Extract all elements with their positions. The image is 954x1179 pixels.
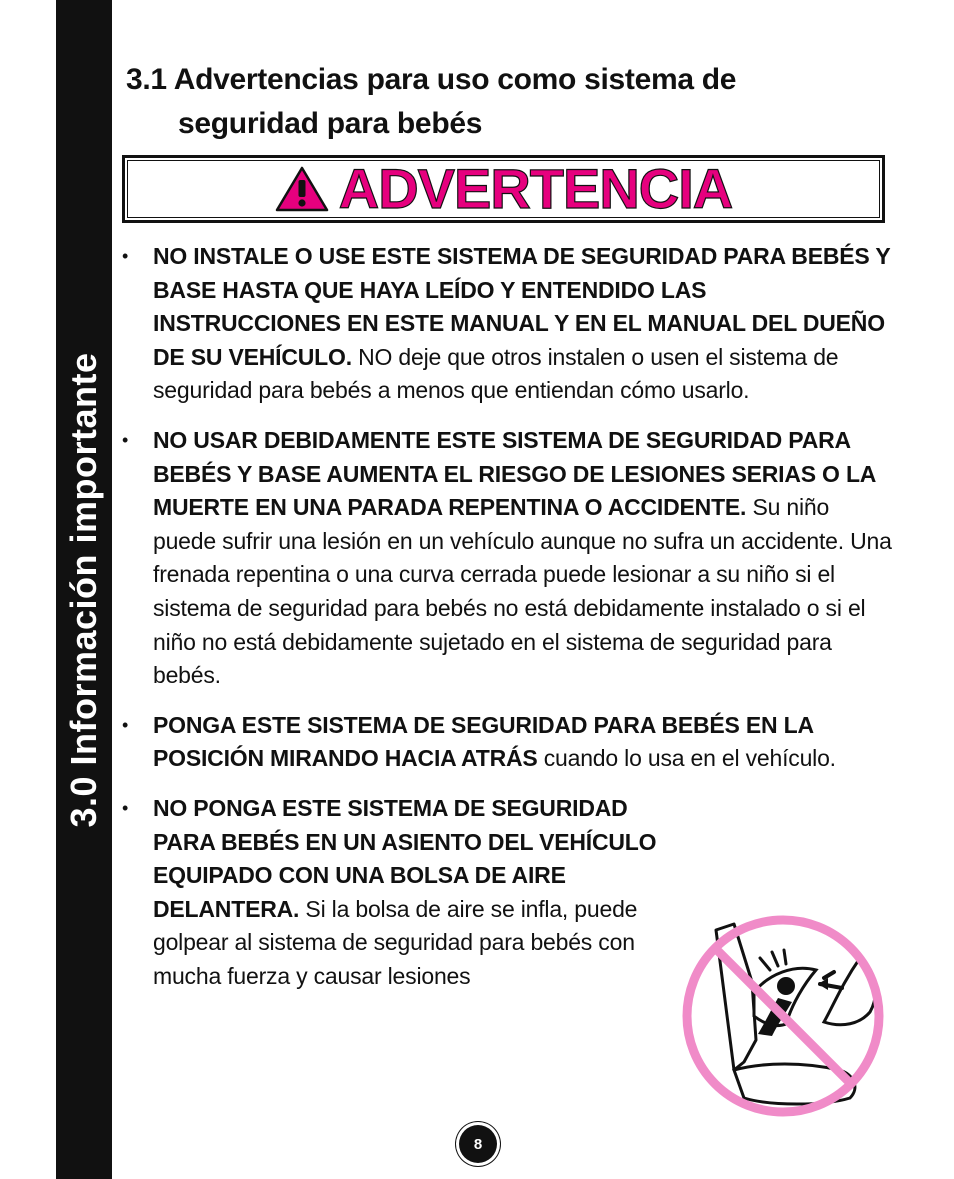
warning-item-bold: NO INSTALE O USE ESTE SISTEMA DE SEGURIDAD PARA BEBÉS Y BASE HASTA QUE HAYA LEÍDO Y ENTENDIDO LAS INSTRUCCIONES EN ESTE MANUAL Y EN EL MANUAL DEL DUEÑO DE SU VEHÍCULO. (153, 243, 891, 370)
warning-item-text: NO deje que otros instalen o usen el sistema de seguridad para bebés a menos que entiendan cómo usarlo. (153, 343, 839, 404)
warning-item (122, 240, 892, 408)
warning-triangle-icon (275, 166, 329, 212)
warning-item-text: Su niño puede sufrir una lesión en un vehículo aunque no sufra un accidente. Una frenada repentina o una curva cerrada puede lesionar a su niño si el sistema de seguridad para bebés no está debidamente instalado o si el niño no está debidamente sujetado en el sistema de seguridad para bebés. (153, 494, 892, 689)
warning-banner (122, 155, 885, 223)
section-title (126, 58, 886, 146)
section-title-line1: 3.1 Advertencias para uso como sistema de (126, 63, 737, 96)
side-tab (56, 0, 112, 1179)
side-tab-label: 3.0 Información importante (63, 352, 104, 828)
warning-item-bold: PONGA ESTE SISTEMA DE SEGURIDAD PARA BEBÉS EN LA POSICIÓN MIRANDO HACIA ATRÁS (153, 711, 814, 772)
warning-label: ADVERTENCIA (338, 157, 733, 220)
page-number: 8 (459, 1125, 497, 1163)
warning-item-bold: NO USAR DEBIDAMENTE ESTE SISTEMA DE SEGURIDAD PARA BEBÉS Y BASE AUMENTA EL RIESGO DE LESIONES SERIAS O LA MUERTE EN UNA PARADA REPENTINA O ACCIDENTE. (153, 426, 876, 521)
bullet-dot-icon: • (122, 714, 129, 735)
warning-item-bold: NO PONGA ESTE SISTEMA DE SEGURIDAD PARA BEBÉS EN UN ASIENTO DEL VEHÍCULO EQUIPADO CON UNA BOLSA DE AIRE DELANTERA. (153, 794, 657, 922)
warning-item-text: cuando lo usa en el vehículo. (537, 745, 836, 772)
warning-list (122, 240, 892, 1009)
warning-item (122, 424, 892, 693)
no-airbag-seat-icon (674, 912, 892, 1120)
bullet-dot-icon: • (122, 797, 129, 818)
warning-item (122, 792, 663, 994)
warning-item (122, 709, 892, 776)
bullet-dot-icon: • (122, 429, 129, 450)
section-title-line2: seguridad para bebés (178, 107, 483, 140)
warning-item-text: Si la bolsa de aire se infla, puede golpear al sistema de seguridad para bebés con mucha fuerza y causar lesiones (153, 895, 638, 989)
bullet-dot-icon: • (122, 246, 129, 266)
